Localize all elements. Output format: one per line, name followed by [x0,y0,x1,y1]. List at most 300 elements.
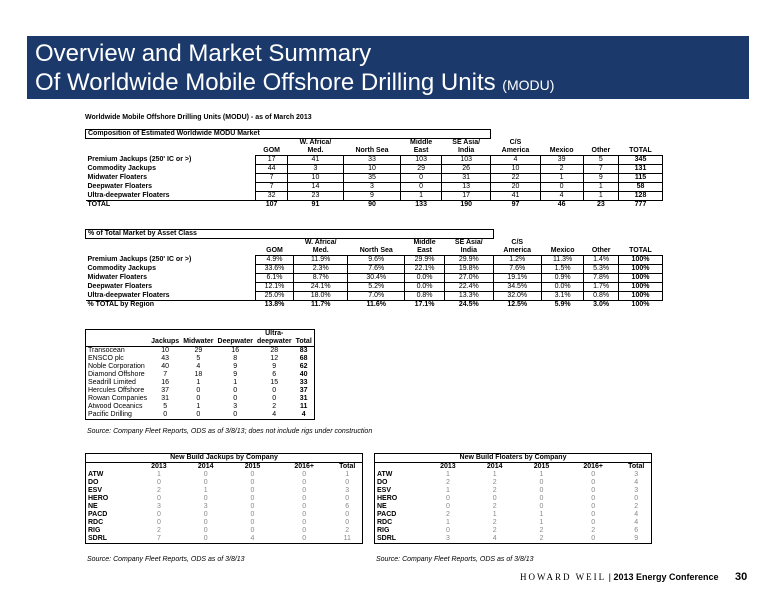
table-row [375,511,652,519]
table-cell: 7.0% [348,292,405,301]
table-cell: 33 [299,379,308,386]
table-cell: 3.1% [541,292,583,301]
table-cell: 0 [203,535,208,542]
column-header [583,139,618,148]
column-header: Midwater [183,338,214,345]
column-header: 2015 [533,463,550,470]
table-cell: 4 [272,411,277,418]
table-cell: 2 [492,527,497,534]
table-cell: 12.1% [256,283,294,292]
table-cell: 29.9% [405,256,445,265]
table-row [86,403,315,411]
column-header: W. Africa/ [304,239,337,246]
table-cell: 3 [203,503,208,510]
column-header: 2014 [197,463,214,470]
table-cell: 11 [299,403,308,410]
column-header: America [501,147,530,154]
row-label: DO [88,479,99,486]
table-cell: 0 [156,479,161,486]
table-cell: 0 [345,511,350,518]
column-header: Other [591,247,611,254]
table-cell: 62 [299,363,308,370]
total-cell: 11.7% [293,301,347,310]
table-cell: 10 [343,165,401,174]
table-cell: 3 [445,535,450,542]
table-cell: 0 [539,503,544,510]
table-cell: 1 [196,379,201,386]
table-row [86,156,663,165]
total-cell: 133 [401,201,442,210]
table-cell: 0.8% [405,292,445,301]
table-cell: 100% [619,256,663,265]
table-cell: 9 [272,363,277,370]
row-label: Ultra-deepwater Floaters [87,291,170,299]
column-header: Total [294,338,315,347]
table-cell: 0 [302,487,307,494]
table-cell: 22 [491,174,540,183]
row-label: DO [377,479,388,486]
table-row [375,503,652,511]
table-row [375,519,652,527]
table-cell: 43 [161,355,170,362]
table-row [86,292,663,301]
table-cell: 103 [401,156,442,165]
column-header: Deepwater [217,338,253,345]
table-cell: 3 [288,165,343,174]
floaters-title: New Build Floaters by Company [375,454,652,463]
table-row [86,174,663,183]
table-row [86,283,663,292]
table-cell: 30.4% [348,274,405,283]
column-header: Mexico [550,247,575,254]
header-row-top [86,330,315,339]
row-label: Hercules Offshore [88,387,145,394]
table-cell: 14 [288,183,343,192]
table-cell: 1 [445,519,450,526]
column-header: 2013 [151,463,167,470]
brand-name: HOWARD WEIL [520,572,607,582]
table-cell: 1 [233,379,238,386]
table-cell: 3 [233,403,238,410]
table-cell: 1 [156,471,161,478]
table-row [86,535,363,544]
header-row [86,247,663,256]
table-cell: 0 [540,183,583,192]
column-header: Ultra- [265,330,284,337]
column-header: Middle [413,239,436,246]
table-cell: 9.6% [348,256,405,265]
table-cell: 3 [343,183,401,192]
table-cell: 3 [345,487,350,494]
table-row [86,274,663,283]
row-label: NE [377,503,387,510]
column-header [375,463,425,472]
column-header [584,239,619,248]
table-cell: 0 [591,511,596,518]
table-cell: 4 [492,535,497,542]
row-label: HERO [88,495,109,502]
row-label: RDC [377,519,393,526]
table-cell: 0 [156,511,161,518]
column-header [86,147,256,156]
row-label: ENSCO plc [88,355,124,362]
table-cell: 0 [233,387,238,394]
column-header [86,338,150,347]
column-header: deepwater [256,338,292,345]
column-header: America [503,247,532,254]
table-cell: 27.0% [445,274,494,283]
row-label: RIG [377,527,390,534]
total-row [86,301,663,310]
total-cell: 190 [441,201,490,210]
table-row [86,479,363,487]
table-row [86,355,315,363]
row-label: Ultra-deepwater Floaters [87,191,170,199]
column-header [541,239,583,248]
table-cell: 0 [250,479,255,486]
table-cell: 29.9% [445,256,494,265]
table-cell: 6 [634,527,639,534]
table-cell: 13.3% [445,292,494,301]
total-cell: 11.6% [348,301,405,310]
table-cell: 100% [619,283,663,292]
table-cell: 2 [345,527,350,534]
table-cell: 31 [441,174,490,183]
table-row [86,165,663,174]
total-label: TOTAL [86,201,256,210]
row-label: RDC [88,519,104,526]
table-cell: 8.7% [293,274,347,283]
table-cell: 3 [634,471,639,478]
table-cell: 0 [345,495,350,502]
total-cell: 777 [619,201,663,210]
table-cell: 0 [539,495,544,502]
table-cell: 9 [343,192,401,201]
table-cell: 4 [634,511,639,518]
table-cell: 33 [343,156,401,165]
table-row [86,183,663,192]
header-row [86,147,663,156]
table-cell: 5 [163,403,168,410]
table-cell: 1 [540,174,583,183]
table-cell: 31 [161,395,170,402]
table-row [86,387,315,395]
table-cell: 29 [194,347,203,354]
table-cell: 0 [250,519,255,526]
table-cell: 4 [491,156,540,165]
column-header: C/S [509,138,522,146]
table-cell: 2 [540,165,583,174]
total-cell: 23 [583,201,618,210]
table-cell: 19.8% [445,265,494,274]
table-cell: 10 [161,347,170,354]
table-cell: 0 [233,395,238,402]
column-header: GOM [263,147,280,154]
table-cell: 11.3% [541,256,583,265]
table-cell: 0 [233,411,238,418]
table-cell: 31 [299,395,308,402]
row-label: Noble Corporation [88,363,145,370]
table-row [375,487,652,495]
table-cell: 0 [302,535,307,542]
table-cell: 0 [445,495,450,502]
column-header: 2013 [440,463,456,470]
column-header [86,330,150,339]
table-row [86,265,663,274]
table-cell: 100% [619,274,663,283]
table-cell: 0 [196,387,201,394]
table-cell: 0 [250,503,255,510]
column-header: GOM [266,247,283,254]
table-cell: 9 [583,174,618,183]
table-cell: 18.0% [293,292,347,301]
column-header: East [417,247,432,254]
table-cell: 39 [540,156,583,165]
table-cell: 37 [161,387,170,394]
table-cell: 3 [156,503,161,510]
table-cell: 1 [539,519,544,526]
row-label: HERO [377,495,398,502]
company-fleet-table [85,329,315,420]
table-cell: 1 [492,511,497,518]
column-header: SE Asia/ [452,139,481,146]
table-cell: 0 [156,495,161,502]
table-cell: 0 [302,511,307,518]
column-header [86,139,256,148]
column-header: Med. [307,147,324,154]
column-header: SE Asia/ [454,239,483,246]
row-label: Premium Jackups (250' IC or >) [87,256,192,263]
table-cell: 4 [634,479,639,486]
table-cell: 40 [161,363,170,370]
table-cell: 0 [250,471,255,478]
table-cell: 7 [256,174,288,183]
table-cell: 15 [270,379,279,386]
table-cell: 0 [591,479,596,486]
table-cell: 5 [583,156,618,165]
table-cell: 7 [256,183,288,192]
table-row [86,379,315,387]
table-cell: 2 [492,487,497,494]
table-cell: 0 [196,411,201,418]
column-header [181,330,215,339]
table-cell: 0 [401,183,442,192]
footer-separator: | [608,572,611,582]
column-header: TOTAL [629,247,652,254]
table-cell: 41 [491,192,540,201]
table-cell: 7 [583,165,618,174]
column-header [619,239,663,248]
table-cell: 5.3% [584,265,619,274]
table-row [86,192,663,201]
total-cell: 107 [256,201,288,210]
table-cell: 18 [194,371,203,378]
row-label: PACD [88,511,108,518]
page-number: 30 [735,571,748,583]
table-cell: 0 [203,527,208,534]
table-cell: 2 [492,503,497,510]
total-cell: 17.1% [405,301,445,310]
table-cell: 34.5% [493,283,541,292]
table-cell: 131 [619,165,663,174]
table-cell: 25.0% [256,292,294,301]
total-cell: 100% [619,301,663,310]
table-cell: 0 [591,519,596,526]
table-cell: 0 [302,495,307,502]
table-cell: 2.3% [293,265,347,274]
table-cell: 0.9% [541,274,583,283]
total-cell: 97 [491,201,540,210]
column-header [343,139,401,148]
table-cell: 6 [345,503,350,510]
table-cell: 1.4% [584,256,619,265]
table-cell: 1 [445,471,450,478]
table-cell: 17 [256,156,288,165]
table-row [86,395,315,403]
table-cell: 0.0% [405,283,445,292]
table-cell: 0 [539,487,544,494]
row-label: ATW [377,471,393,478]
percent-title: % of Total Market by Asset Class [86,230,494,239]
total-cell: 90 [343,201,401,210]
table-cell: 7.6% [493,265,541,274]
row-label: SDRL [377,535,397,542]
column-header [216,330,255,339]
composition-table [85,129,663,209]
company-source-note: Source: Company Fleet Reports, ODS as of 3/8/13; does not include rigs under construction [87,428,373,435]
table-cell: 28 [270,347,279,354]
table-cell: 7.6% [348,265,405,274]
table-cell: 17 [441,192,490,201]
column-header: North Sea [359,247,393,254]
table-cell: 13 [441,183,490,192]
table-cell: 44 [256,165,288,174]
table-cell: 9 [233,363,238,370]
column-header: Other [591,147,611,154]
table-cell: 4.9% [256,256,294,265]
table-row [86,519,363,527]
table-cell: 4 [634,519,639,526]
footer [520,572,719,582]
column-header [86,239,256,248]
table-cell: 23 [288,192,343,201]
total-cell: 12.5% [493,301,541,310]
jackups-source-note: Source: Company Fleet Reports, ODS as of 3/8/13 [87,556,245,563]
table-cell: 0 [492,495,497,502]
table-cell: 1 [539,511,544,518]
table-cell: 1 [445,487,450,494]
table-cell: 22.4% [445,283,494,292]
table-cell: 0 [591,487,596,494]
table-cell: 1 [203,487,208,494]
table-cell: 1 [345,471,350,478]
table-cell: 0 [272,395,277,402]
table-cell: 1 [401,192,442,201]
table-cell: 0 [401,174,442,183]
table-cell: 0 [302,503,307,510]
table-cell: 0 [591,503,596,510]
column-header [256,139,288,148]
column-header [86,247,256,256]
page-subtitle [35,69,554,99]
table-cell: 103 [441,156,490,165]
total-cell: 91 [288,201,343,210]
table-row [86,411,315,420]
table-cell: 0 [302,471,307,478]
table-cell: 4 [301,411,306,418]
column-header: W. Africa/ [299,139,332,146]
header-row [86,463,363,472]
column-header [348,239,405,248]
row-label: Transocean [88,347,125,354]
subtitle-modu: (MODU) [502,77,555,93]
table-row [86,503,363,511]
table-cell: 41 [288,156,343,165]
table-cell: 0 [445,503,450,510]
column-header: Total [628,463,645,470]
table-cell: 0 [250,527,255,534]
row-label: Atwood Oceanics [88,403,143,410]
table-cell: 2 [272,403,277,410]
table-cell: 16 [161,379,170,386]
column-header: 2015 [244,463,261,470]
header-row-top [86,139,663,148]
table-cell: 0 [196,395,201,402]
table-cell: 8 [233,355,238,362]
column-header: North Sea [355,147,389,154]
table-row [86,527,363,535]
table-row [86,495,363,503]
column-header: Total [339,463,356,470]
table-cell: 11 [343,535,351,542]
title-banner [27,36,749,99]
table-cell: 0 [203,479,208,486]
table-cell: 7 [156,535,161,542]
table-cell: 1 [583,192,618,201]
table-cell: 0 [250,511,255,518]
table-cell: 0 [345,519,350,526]
total-cell: 24.5% [445,301,494,310]
table-cell: 0 [445,527,450,534]
total-cell: 3.0% [584,301,619,310]
column-header [540,139,583,148]
row-label: Midwater Floaters [87,274,148,281]
table-cell: 5.2% [348,283,405,292]
column-header: 2014 [486,463,503,470]
table-cell: 1 [196,403,201,410]
row-label: Seadrill Limited [88,379,136,386]
table-cell: 0 [591,535,596,542]
table-cell: 100% [619,265,663,274]
row-label: Midwater Floaters [87,174,148,181]
table-cell: 19.1% [493,274,541,283]
column-header: TOTAL [629,147,652,154]
table-cell: 2 [591,527,596,534]
table-cell: 0 [539,479,544,486]
table-cell: 0 [272,387,277,394]
row-label: Rowan Companies [88,395,148,402]
table-cell: 9 [634,535,639,542]
table-cell: 0 [203,471,208,478]
header-row [86,338,315,347]
total-cell: 13.8% [256,301,294,310]
column-header: Jackups [151,338,180,345]
table-cell: 0.0% [405,274,445,283]
table-cell: 16 [231,347,240,354]
row-label: Premium Jackups (250' IC or >) [87,156,192,163]
table-cell: 2 [445,479,450,486]
table-cell: 0 [156,519,161,526]
